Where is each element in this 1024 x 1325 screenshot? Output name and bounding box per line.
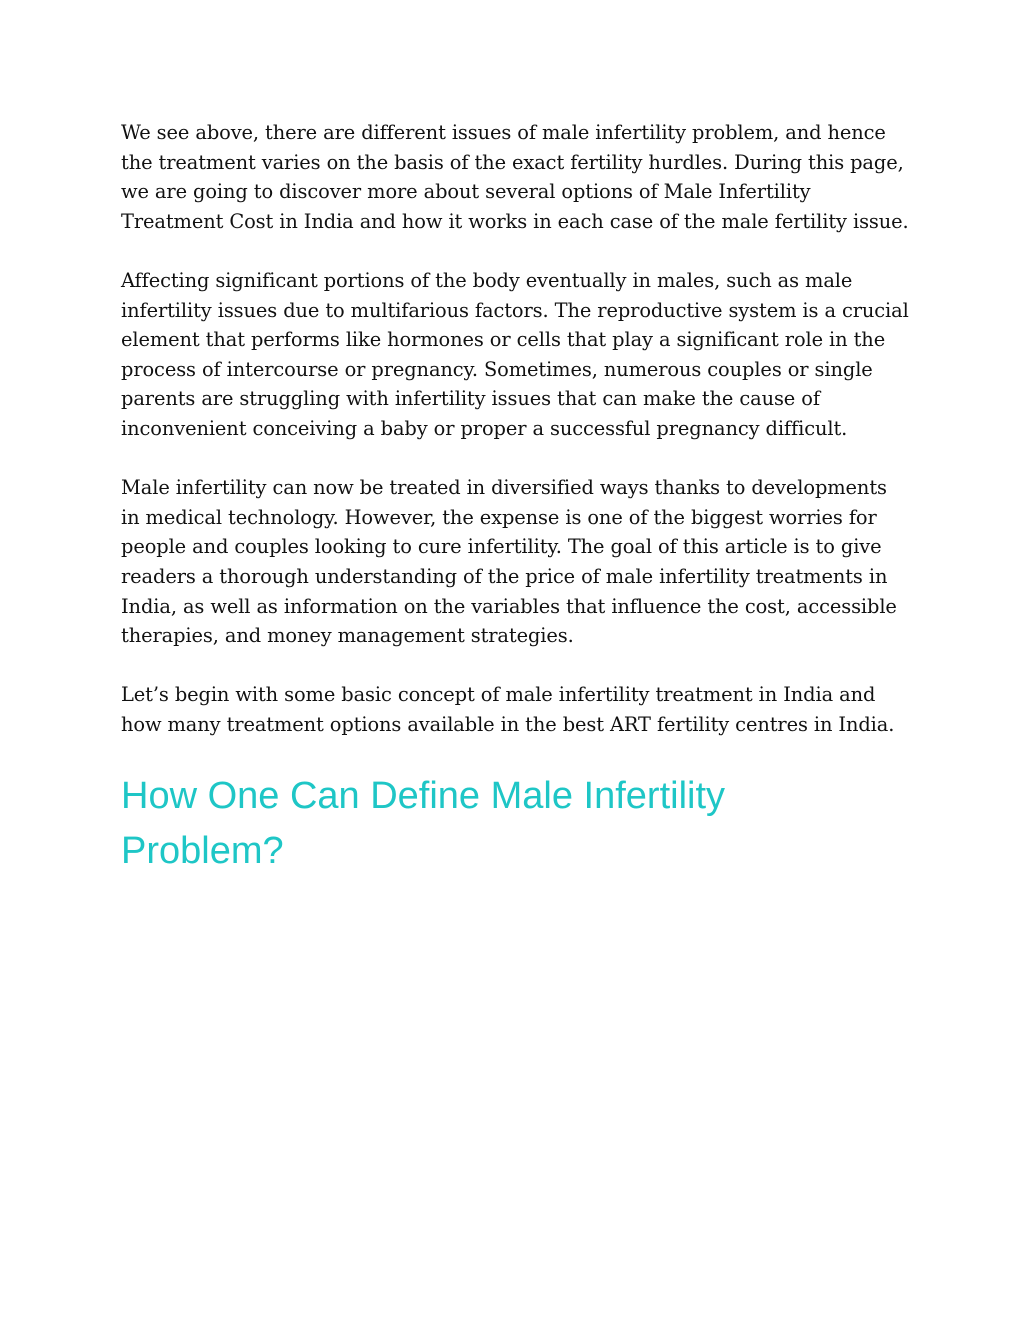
paragraph-cost-overview: Male infertility can now be treated in diversified ways thanks to developments in medical technology. However, the expense is one of the biggest worries for people and couples looking to cure infertility. The goal of this article is to give readers a thorough understanding of the price of male infertility treatments in India, as well as information on the variables that influence the cost, accessible therapies, and money management strategies.: [121, 476, 897, 648]
paragraph-body-factors: Affecting significant portions of the body eventually in males, such as male infertility issues due to multifarious factors. The reproductive system is a crucial element that performs like hormones or cells that play a significant role in the process of intercourse or pregnancy. Sometimes, numerous couples or single parents are struggling with infertility issues that can make the cause of inconvenient conceiving a baby or proper a successful pregnancy difficult.: [121, 268, 909, 440]
paragraph-intro: We see above, there are different issues of male infertility problem, and hence the treatment varies on the basis of the exact fertility hurdles. During this page, we are going to discover more about several options of Male Infertility Treatment Cost in India and how it works in each case of the male fertility issue.: [121, 121, 909, 233]
document-page: [121, 118, 911, 879]
paragraph-begin: Let’s begin with some basic concept of male infertility treatment in India and how many treatment options available in the best ART fertility centres in India.: [121, 683, 895, 736]
section-heading: How One Can Define Male Infertility Problem?: [121, 775, 726, 873]
